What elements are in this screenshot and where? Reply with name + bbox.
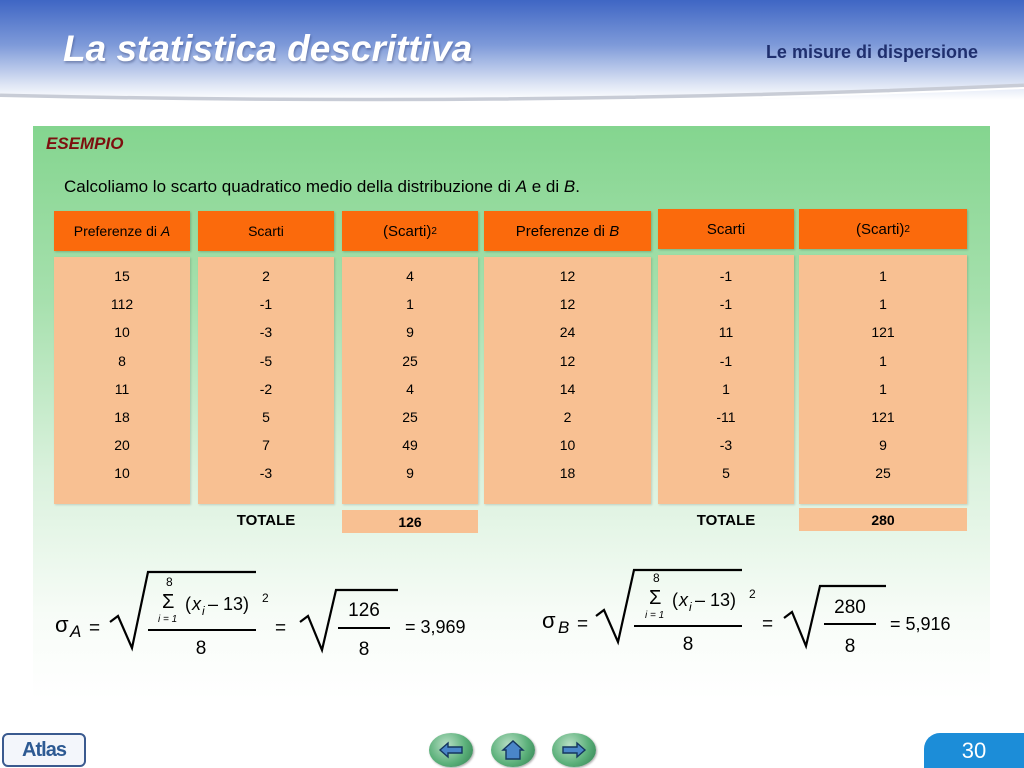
table-cell: 10: [114, 465, 130, 482]
totale-label-a: TOTALE: [236, 512, 296, 529]
table-cell: 4: [406, 268, 414, 284]
denominator: 8: [195, 638, 207, 659]
table-cell: -11: [716, 409, 736, 425]
table-cell: 11: [718, 324, 734, 341]
intro-var-b: B: [563, 177, 576, 196]
table-cell: -3: [259, 465, 273, 482]
result-value: = 5,916: [890, 614, 951, 634]
table-cell: 25: [402, 352, 418, 369]
forward-icon: [561, 741, 587, 759]
formula-sigma-a: [40, 560, 500, 670]
table-cell: -3: [259, 324, 273, 341]
column-scarti2-a: [342, 257, 478, 504]
column-scarti-a: [198, 257, 334, 504]
header-label: Scarti: [248, 223, 284, 239]
table-cell: 24: [559, 324, 576, 341]
nav-home-button[interactable]: [491, 733, 535, 767]
term-rest: – 13): [208, 594, 250, 614]
totale-label-b: TOTALE: [696, 512, 756, 529]
table-cell: 7: [262, 437, 270, 454]
table-cell: 5: [722, 465, 730, 482]
intro-text: [64, 177, 580, 197]
formula-equals-2: =: [762, 614, 774, 635]
term-sub: i: [202, 604, 205, 618]
header-label: Scarti: [706, 220, 746, 238]
table-cell: 18: [559, 465, 576, 482]
totale-value-b: 280: [799, 508, 967, 531]
column-preferenze-a: [54, 257, 190, 504]
table-cell: 1: [879, 296, 887, 313]
table-cell: 1: [879, 380, 887, 397]
table-cell: -5: [259, 352, 273, 369]
table-cell: 121: [871, 409, 895, 425]
column-preferenze-b: [484, 257, 651, 504]
page-number: 30: [924, 733, 1024, 768]
table-cell: -1: [259, 296, 273, 313]
table-cell: 1: [879, 352, 887, 369]
intro-before: Calcoliamo lo scarto quadratico medio della distribuzione di: [64, 177, 516, 196]
header-label: (Scarti): [856, 220, 905, 238]
section-title: Le misure di dispersione: [765, 42, 978, 62]
term-open: (: [185, 594, 191, 614]
table-cell: 1: [879, 268, 887, 284]
result-value: = 3,969: [405, 617, 466, 637]
table-cell: 15: [114, 268, 130, 284]
header-preferenze-a: [54, 211, 190, 251]
table-cell: 18: [114, 409, 130, 425]
table-cell: 4: [406, 380, 414, 397]
table-cell: 12: [559, 352, 576, 369]
table-cell: 12: [559, 296, 576, 313]
totale-value-a: 126: [342, 510, 478, 533]
header-scarti-a: [198, 211, 334, 251]
column-scarti2-b: [799, 255, 967, 504]
formula-sigma: σ: [542, 608, 556, 633]
table-cell: -2: [259, 380, 273, 397]
header-scarti-b: [658, 209, 794, 249]
table-cell: 112: [110, 296, 134, 313]
sum-lower: i = 1: [645, 610, 665, 621]
formula-sigma-b: [530, 558, 990, 668]
intro-var-a: A: [515, 177, 528, 196]
sum-upper: 8: [166, 575, 173, 589]
atlas-logo: [2, 733, 86, 767]
formula-equals: =: [89, 618, 101, 639]
table-cell: 9: [406, 465, 414, 482]
header-var: A: [160, 223, 171, 239]
page-title: La statistica descrittiva: [63, 28, 473, 69]
term-var: x: [192, 594, 201, 614]
formula-sigma: σ: [55, 612, 69, 637]
header-scarti2-a: [342, 211, 478, 251]
term-open: (: [672, 590, 678, 610]
table-cell: 20: [114, 437, 130, 454]
table-cell: 121: [871, 324, 895, 341]
example-label: ESEMPIO: [46, 134, 124, 153]
table-cell: 9: [879, 437, 887, 454]
table-cell: 10: [559, 437, 576, 454]
table-cell: 1: [722, 380, 730, 397]
header-exp: 2: [431, 225, 437, 237]
table-cell: 49: [402, 437, 418, 454]
table-cell: 2: [563, 409, 572, 425]
header-label: Preferenze di: [515, 222, 606, 240]
table-cell: 14: [559, 380, 576, 397]
sum-upper: 8: [653, 571, 660, 585]
table-cell: 25: [402, 409, 418, 425]
formula-equals-2: =: [275, 618, 287, 639]
term-sub: i: [689, 600, 692, 614]
term-var: x: [679, 590, 688, 610]
nav-back-button[interactable]: [429, 733, 473, 767]
table-cell: 1: [406, 296, 414, 313]
nav-forward-button[interactable]: [552, 733, 596, 767]
table-cell: -1: [719, 352, 733, 369]
formula-sigma-sub: A: [70, 622, 82, 641]
sum-symbol: Σ: [162, 591, 175, 613]
numerator-value: 280: [834, 597, 866, 618]
header-label: (Scarti): [383, 222, 432, 240]
sum-symbol: Σ: [649, 587, 662, 609]
table-cell: 8: [118, 352, 126, 369]
intro-after: .: [575, 177, 580, 196]
header-preferenze-b: [484, 211, 651, 251]
table-cell: 5: [262, 409, 270, 425]
header-exp: 2: [904, 223, 910, 235]
table-cell: 12: [559, 268, 576, 284]
table-cell: 25: [875, 465, 891, 482]
table-cell: 10: [114, 324, 130, 341]
atlas-logo-text: Atlas: [22, 738, 66, 761]
header-scarti2-b: [799, 209, 967, 249]
header-var: B: [609, 222, 620, 240]
table-cell: 9: [406, 324, 414, 341]
formula-equals: =: [577, 614, 589, 635]
column-scarti-b: [658, 255, 794, 504]
sum-lower: i = 1: [158, 614, 178, 625]
table-cell: -1: [719, 268, 733, 284]
table-cell: -3: [719, 437, 733, 454]
table-cell: 2: [262, 268, 270, 284]
header-label: Preferenze di: [73, 223, 158, 239]
home-icon: [500, 739, 526, 761]
term-rest: – 13): [695, 590, 737, 610]
formula-sigma-sub: B: [558, 618, 570, 637]
term-exp: 2: [749, 587, 756, 601]
table-cell: 11: [114, 380, 130, 397]
denominator-value: 8: [844, 636, 856, 657]
table-cell: -1: [719, 296, 733, 313]
denominator: 8: [682, 634, 694, 655]
denominator-value: 8: [358, 639, 370, 660]
back-icon: [438, 741, 464, 759]
numerator-value: 126: [348, 600, 380, 621]
intro-middle: e di: [527, 177, 564, 196]
term-exp: 2: [262, 591, 269, 605]
